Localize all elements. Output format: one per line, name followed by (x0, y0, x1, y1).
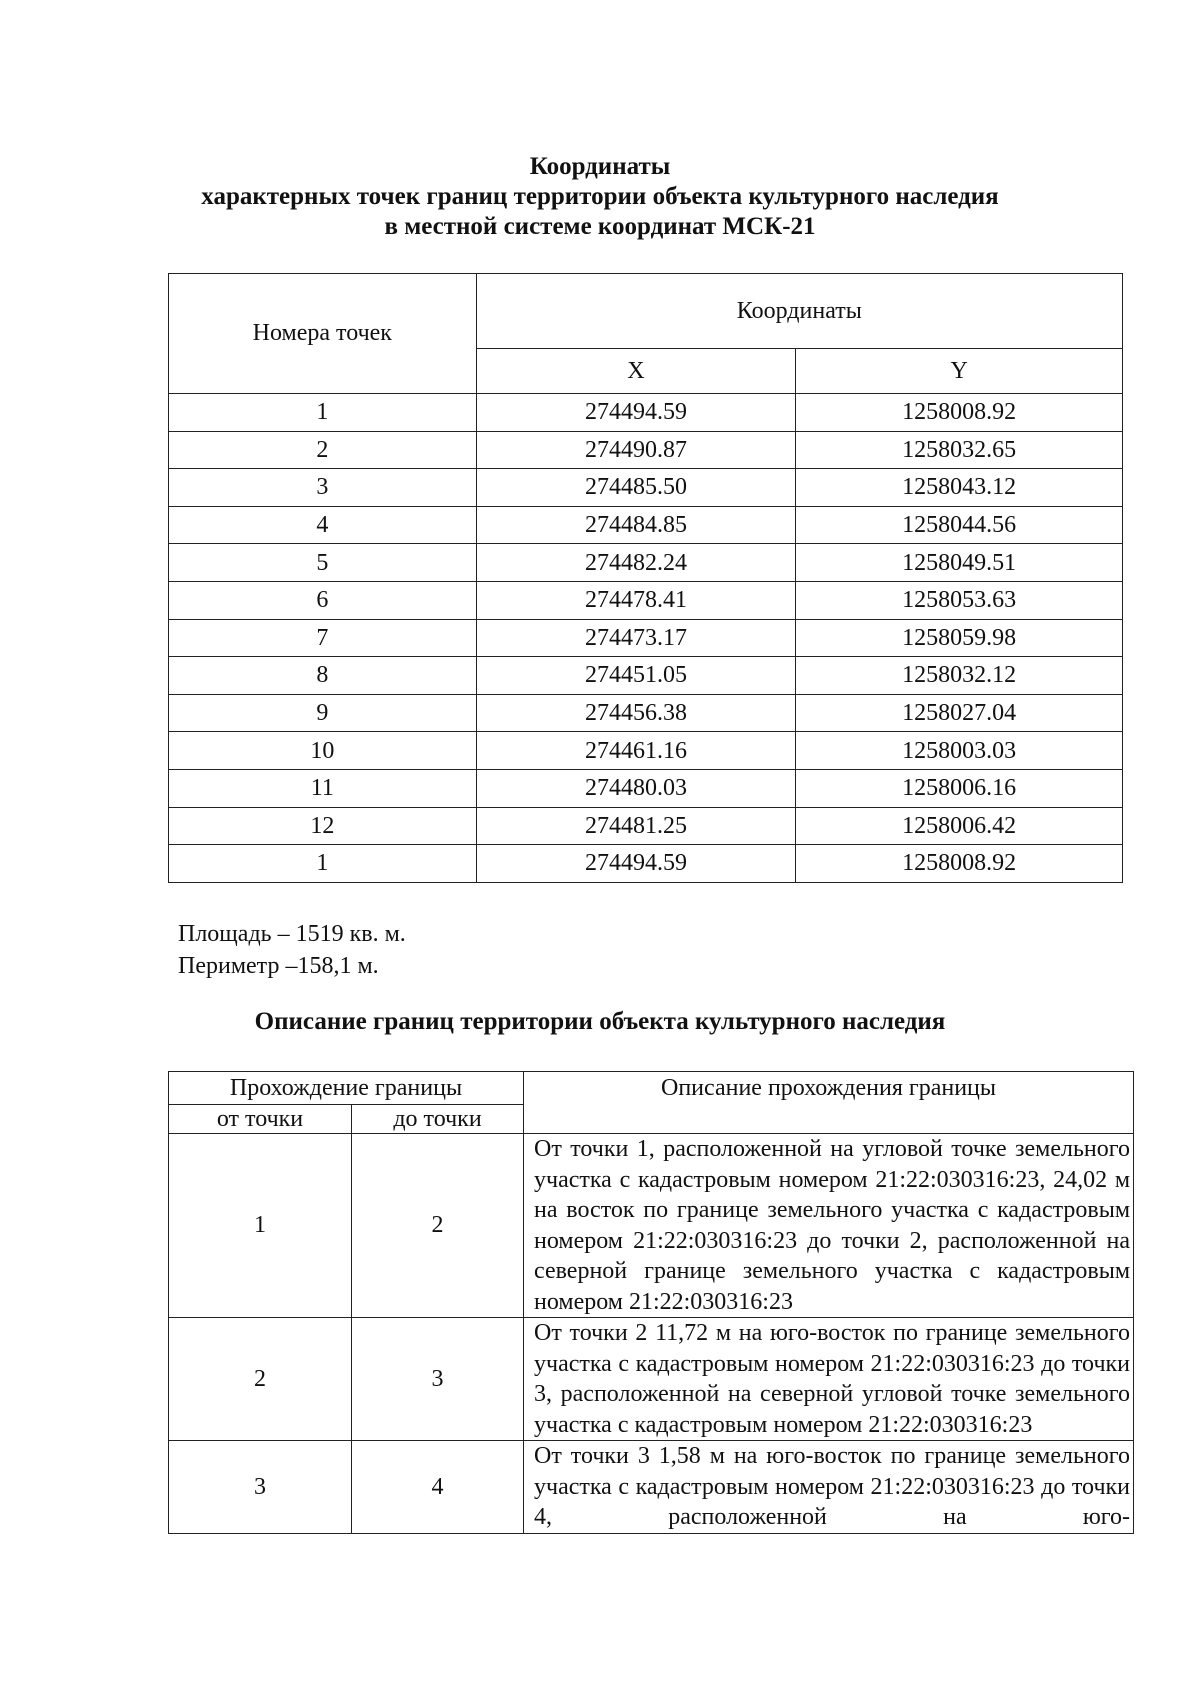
table-row (169, 845, 1123, 883)
header-y: Y (796, 349, 1123, 394)
y-coordinate-cell: 1258003.03 (796, 732, 1123, 770)
perimeter-text: Периметр –158,1 м. (178, 953, 379, 979)
table-row (169, 807, 1123, 845)
table-row (169, 581, 1123, 619)
point-number-cell: 9 (169, 694, 477, 732)
point-number-cell: 10 (169, 732, 477, 770)
header-boundary-pass: Прохождение границы (169, 1072, 524, 1105)
title-line-3: в местной системе координат МСК-21 (384, 213, 816, 240)
point-number-cell: 8 (169, 657, 477, 695)
header-to-point: до точки (352, 1105, 524, 1134)
table-row (169, 694, 1123, 732)
coordinates-title (0, 152, 1200, 242)
y-coordinate-cell: 1258044.56 (796, 506, 1123, 544)
x-coordinate-cell: 274451.05 (476, 657, 796, 695)
table-row (169, 469, 1123, 507)
title-line-2: характерных точек границ территории объекта культурного наследия (201, 183, 999, 210)
header-boundary-description: Описание прохождения границы (524, 1072, 1134, 1134)
y-coordinate-cell: 1258032.12 (796, 657, 1123, 695)
table-row (169, 657, 1123, 695)
point-number-cell: 6 (169, 581, 477, 619)
coordinates-table (168, 273, 1123, 883)
x-coordinate-cell: 274478.41 (476, 581, 796, 619)
point-number-cell: 2 (169, 431, 477, 469)
area-text: Площадь – 1519 кв. м. (178, 921, 406, 947)
from-point-cell: 2 (169, 1318, 352, 1441)
y-coordinate-cell: 1258053.63 (796, 581, 1123, 619)
to-point-cell: 2 (352, 1134, 524, 1318)
table-row (169, 1318, 1134, 1441)
header-from-point: от точки (169, 1105, 352, 1134)
x-coordinate-cell: 274456.38 (476, 694, 796, 732)
from-point-cell: 1 (169, 1134, 352, 1318)
title-line-1: Координаты (529, 153, 671, 180)
point-number-cell: 7 (169, 619, 477, 657)
point-number-cell: 11 (169, 769, 477, 807)
y-coordinate-cell: 1258059.98 (796, 619, 1123, 657)
to-point-cell: 3 (352, 1318, 524, 1441)
boundary-description-cell: От точки 3 1,58 м на юго-восток по границе земельного участка с кадастровым номером 21:22:030316:23 до точки 4, расположенной на юго- (524, 1441, 1134, 1534)
x-coordinate-cell: 274482.24 (476, 544, 796, 582)
boundary-description-cell: От точки 2 11,72 м на юго-восток по границе земельного участка с кадастровым номером 21:22:030316:23 до точки 3, расположенной на северной угловой точке земельного участка с кадастровым номером 21:22:030316:23 (524, 1318, 1134, 1441)
y-coordinate-cell: 1258027.04 (796, 694, 1123, 732)
x-coordinate-cell: 274481.25 (476, 807, 796, 845)
boundary-description-cell: От точки 1, расположенной на угловой точке земельного участка с кадастровым номером 21:22:030316:23, 24,02 м на восток по границе земельного участка с кадастровым номером 21:22:030316:23 до точки 2, расположенной на северной границе земельного участка с кадастровым номером 21:22:030316:23 (524, 1134, 1134, 1318)
x-coordinate-cell: 274485.50 (476, 469, 796, 507)
table-row (169, 1134, 1134, 1318)
table-row (169, 619, 1123, 657)
header-coordinates: Координаты (476, 274, 1122, 349)
y-coordinate-cell: 1258008.92 (796, 394, 1123, 432)
x-coordinate-cell: 274494.59 (476, 394, 796, 432)
point-number-cell: 12 (169, 807, 477, 845)
table-row (169, 544, 1123, 582)
point-number-cell: 1 (169, 845, 477, 883)
table-row (169, 506, 1123, 544)
header-point-numbers: Номера точек (169, 274, 477, 394)
point-number-cell: 4 (169, 506, 477, 544)
x-coordinate-cell: 274494.59 (476, 845, 796, 883)
table-row (169, 732, 1123, 770)
y-coordinate-cell: 1258043.12 (796, 469, 1123, 507)
boundary-description-title: Описание границ территории объекта культурного наследия (254, 1008, 946, 1035)
point-number-cell: 5 (169, 544, 477, 582)
table-row (169, 1441, 1134, 1534)
to-point-cell: 4 (352, 1441, 524, 1534)
boundary-description-table (168, 1071, 1134, 1534)
header-x: X (476, 349, 796, 394)
table-row (169, 769, 1123, 807)
y-coordinate-cell: 1258049.51 (796, 544, 1123, 582)
point-number-cell: 1 (169, 394, 477, 432)
x-coordinate-cell: 274461.16 (476, 732, 796, 770)
table-row (169, 431, 1123, 469)
point-number-cell: 3 (169, 469, 477, 507)
x-coordinate-cell: 274480.03 (476, 769, 796, 807)
x-coordinate-cell: 274490.87 (476, 431, 796, 469)
from-point-cell: 3 (169, 1441, 352, 1534)
x-coordinate-cell: 274484.85 (476, 506, 796, 544)
y-coordinate-cell: 1258006.42 (796, 807, 1123, 845)
x-coordinate-cell: 274473.17 (476, 619, 796, 657)
area-summary (178, 918, 406, 982)
y-coordinate-cell: 1258032.65 (796, 431, 1123, 469)
y-coordinate-cell: 1258008.92 (796, 845, 1123, 883)
table-row (169, 394, 1123, 432)
y-coordinate-cell: 1258006.16 (796, 769, 1123, 807)
